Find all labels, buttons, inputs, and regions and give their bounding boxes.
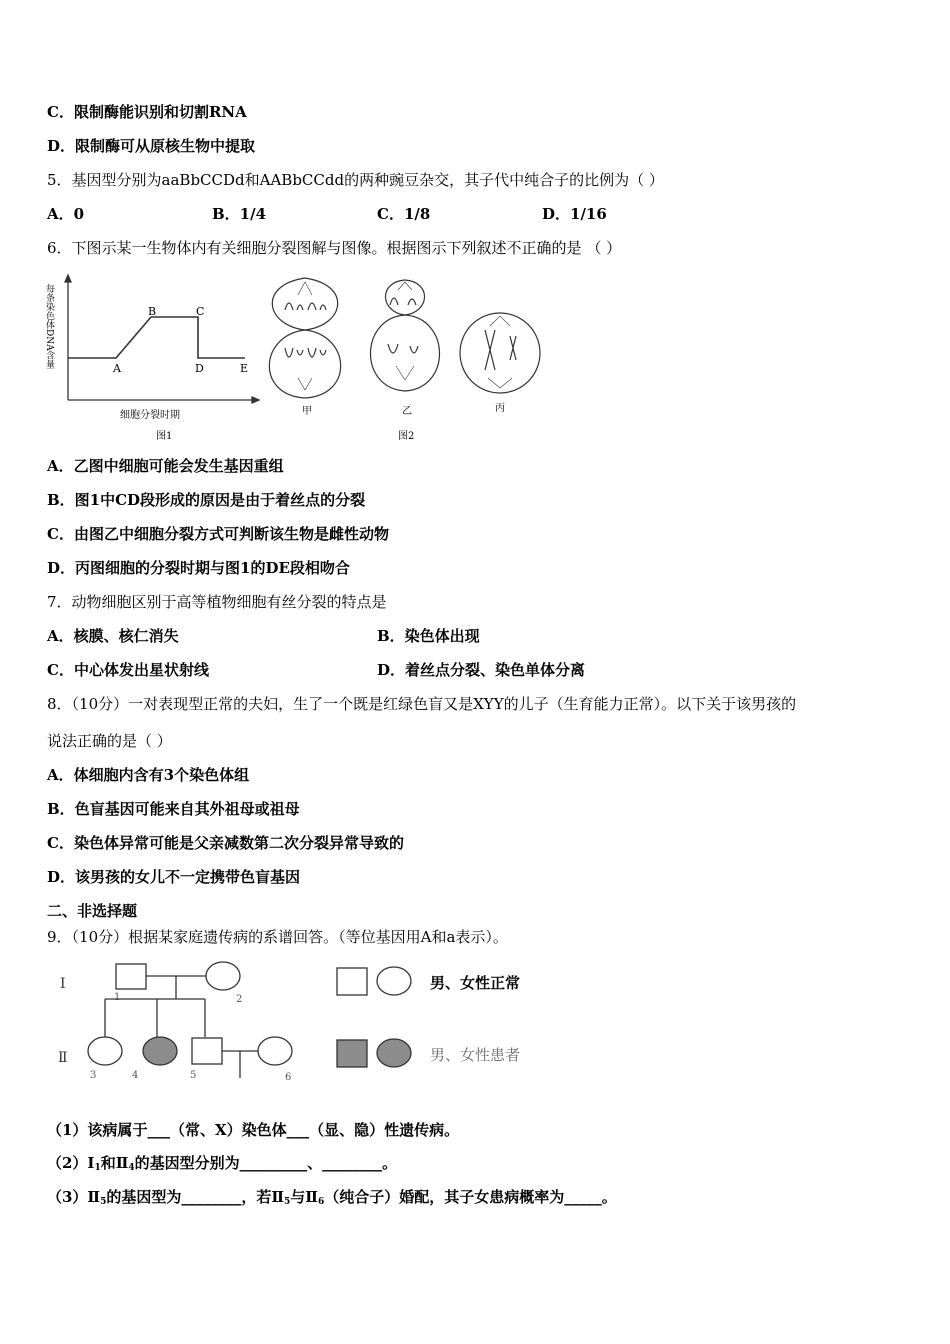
individual-i1 — [116, 964, 146, 989]
individual-i2 — [206, 962, 240, 990]
legend-normal-male — [337, 968, 367, 995]
q8-option-c: C．染色体异常可能是父亲减数第二次分裂异常导致的 — [47, 834, 404, 852]
q9-part-3: $(3)Ⅱ_5$的基因型为________，若$Ⅱ_5$与$Ⅱ_6$（纯合子）婚配，其子女患病概率为_____。 — [47, 1188, 617, 1207]
legend-normal-label: 男、女性正常 — [430, 974, 521, 992]
q8-option-d: D．该男孩的女儿不一定携带色盲基因 — [47, 868, 301, 886]
q5-option-a: A．0 — [47, 205, 85, 223]
fig1-xlabel: 细胞分裂时期 — [120, 410, 180, 421]
q9-part-2: $(2)Ⅰ_1$和$Ⅱ_4$的基因型分别为_________、________。 — [47, 1154, 398, 1173]
q6-option-a: A．乙图中细胞可能会发生基因重组 — [47, 457, 284, 475]
section-2-heading: 二、非选择题 — [47, 902, 138, 920]
fig1-ylabel: 每条染色体DNA含量 — [44, 284, 54, 369]
num-4: 4 — [132, 1070, 139, 1081]
individual-ii4 — [143, 1037, 177, 1065]
cell-yi-label: 乙 — [402, 406, 412, 417]
legend-affected-label: 男、女性患者 — [430, 1046, 521, 1064]
q5-option-c: C．1/8 — [377, 205, 431, 223]
figure-1-graph — [65, 275, 259, 403]
question-8-line-1: 8．（10分）一对表现型正常的夫妇，生了一个既是红绿色盲又是XYY的儿子（生育能力正常）。以下关于该男孩的 — [47, 695, 797, 713]
point-e: E — [240, 362, 249, 375]
individual-ii3 — [88, 1037, 122, 1065]
question-6: 6．下图示某一生物体内有关细胞分裂图解与图像。根据图示下列叙述不正确的是 （ ） — [47, 239, 622, 257]
q9-part-1: （1）该病属于___（常、X）染色体___（显、隐）性遗传病。 — [47, 1121, 460, 1139]
legend-normal-female — [377, 967, 411, 995]
q7-option-a: A．核膜、核仁消失 — [47, 627, 179, 645]
q4-option-d: D．限制酶可从原核生物中提取 — [47, 137, 256, 155]
individual-ii5 — [192, 1038, 222, 1064]
legend-affected-female — [377, 1039, 411, 1067]
cell-bing-label: 丙 — [495, 403, 505, 414]
point-b: B — [148, 305, 157, 318]
point-d: D — [195, 362, 204, 375]
cell-yi — [370, 280, 439, 391]
gen-2-label: Ⅱ — [58, 1050, 68, 1066]
legend-affected-male — [337, 1040, 367, 1067]
q4-option-c: C．限制酶能识别和切割RNA — [47, 103, 247, 121]
cell-jia-label: 甲 — [302, 406, 312, 417]
q7-option-c: C．中心体发出星状射线 — [47, 661, 209, 679]
q8-option-a: A．体细胞内含有3个染色体组 — [47, 766, 250, 784]
num-6: 6 — [285, 1072, 292, 1083]
cell-jia — [269, 278, 340, 398]
cell-bing — [460, 313, 540, 393]
q6-option-d: D．丙图细胞的分裂时期与图1的DE段相吻合 — [47, 559, 350, 577]
num-5: 5 — [190, 1070, 197, 1081]
num-2: 2 — [236, 994, 243, 1005]
q6-option-b: B．图1中CD段形成的原因是由于着丝点的分裂 — [47, 491, 366, 509]
individual-ii6 — [258, 1037, 292, 1065]
point-c: C — [196, 305, 205, 318]
num-3: 3 — [90, 1070, 97, 1081]
q7-option-b: B．染色体出现 — [377, 627, 480, 645]
fig1-caption: 图1 — [156, 431, 173, 442]
gen-1-label: Ⅰ — [60, 976, 66, 992]
q5-option-d: D．1/16 — [542, 205, 607, 223]
q8-option-b: B．色盲基因可能来自其外祖母或祖母 — [47, 800, 300, 818]
q7-option-d: D．着丝点分裂、染色单体分离 — [377, 661, 586, 679]
question-9: 9．（10分）根据某家庭遗传病的系谱回答。（等位基因用A和a表示）。 — [47, 928, 508, 946]
question-8-line-2: 说法正确的是（ ） — [47, 732, 172, 750]
point-a: A — [113, 362, 121, 375]
question-5: 5．基因型分别为aaBbCCDd和AABbCCdd的两种豌豆杂交，其子代中纯合子的比例为（ ） — [47, 171, 664, 189]
pedigree-chart — [40, 950, 580, 1090]
cell-division-figure — [40, 270, 560, 450]
question-7: 7．动物细胞区别于高等植物细胞有丝分裂的特点是 — [47, 593, 387, 611]
q5-option-b: B．1/4 — [212, 205, 267, 223]
q6-option-c: C．由图乙中细胞分裂方式可判断该生物是雌性动物 — [47, 525, 389, 543]
num-1: 1 — [114, 992, 121, 1003]
fig2-caption: 图2 — [398, 431, 415, 442]
